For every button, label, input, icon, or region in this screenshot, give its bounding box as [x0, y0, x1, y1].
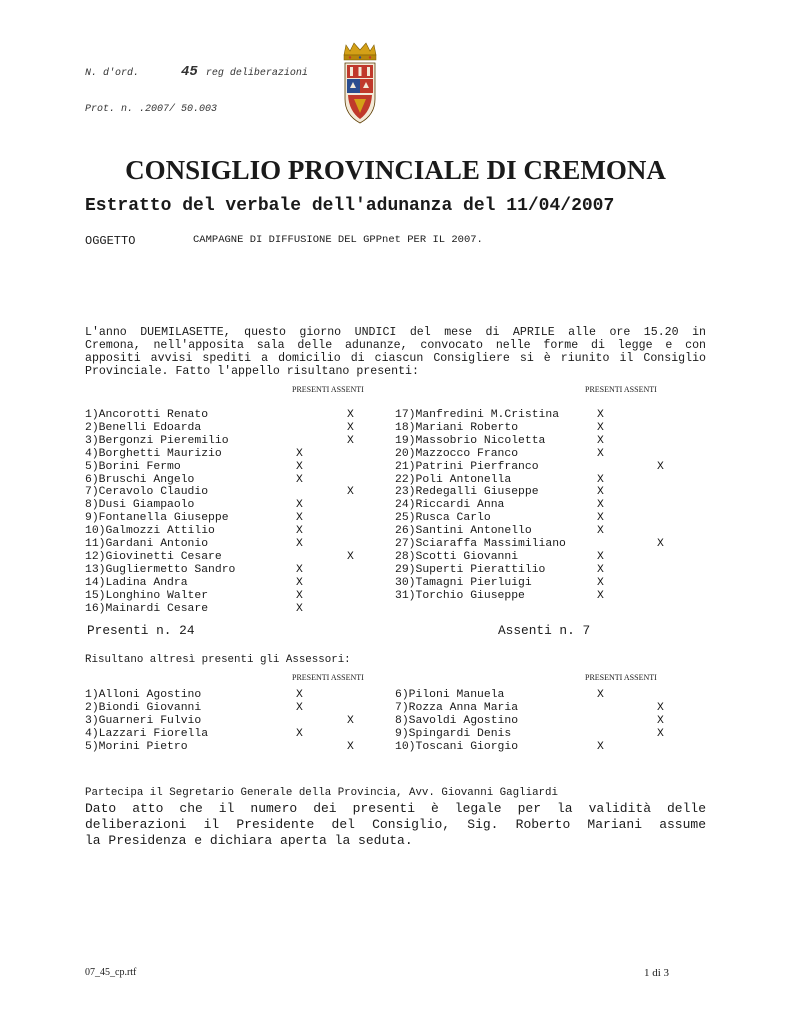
presence-mark: X: [296, 702, 303, 714]
councillor-row: 29)Superti Pierattilio: [395, 563, 546, 576]
closing-line: Dato atto che il numero dei presenti è legale per la validità delle: [85, 801, 706, 816]
intro-line: Cremona, nell'apposita sala delle adunanze, convocato nelle forme di legge e con: [85, 339, 706, 352]
councillor-row: 16)Mainardi Cesare: [85, 602, 209, 615]
assessore-row: 1)Alloni Agostino: [85, 689, 202, 701]
assessore-row: 6)Piloni Manuela: [395, 689, 505, 701]
councillor-row: 23)Redegalli Giuseppe: [395, 486, 539, 499]
councillor-row: 1)Ancorotti Renato: [85, 409, 209, 421]
page-subtitle: Estratto del verbale dell'adunanza del 11/04/2007: [85, 196, 615, 216]
absence-mark: X: [347, 486, 354, 499]
footer-page-number: 1 di 3: [644, 967, 670, 979]
assessori-column-header-right: PRESENTI ASSENTI: [585, 673, 657, 682]
column-header-left: PRESENTI ASSENTI: [292, 385, 364, 394]
assessore-row: 4)Lazzari Fiorella: [85, 728, 209, 740]
presence-mark: X: [597, 421, 604, 434]
presence-mark: X: [597, 576, 604, 589]
councillor-row: 28)Scotti Giovanni: [395, 550, 519, 563]
councillor-row: 9)Fontanella Giuseppe: [85, 512, 229, 525]
councillor-row: 18)Mariani Roberto: [395, 421, 519, 434]
presence-mark: X: [296, 512, 303, 525]
ordinal-number: 45: [181, 64, 198, 80]
councillor-row: 2)Benelli Edoarda: [85, 421, 202, 434]
presence-mark: X: [296, 602, 303, 615]
presence-mark: X: [597, 473, 604, 486]
councillor-row: 5)Borini Fermo: [85, 460, 181, 473]
protocol-number: Prot. n. .2007/ 50.003: [85, 104, 218, 115]
presence-mark: X: [296, 589, 303, 602]
councillor-row: 10)Galmozzi Attilio: [85, 525, 215, 538]
closing-paragraph: [85, 801, 706, 849]
councillor-row: 26)Santini Antonello: [395, 525, 532, 538]
presence-mark: X: [296, 525, 303, 538]
ordinal-line: [85, 64, 308, 80]
councillor-row: 8)Dusi Giampaolo: [85, 499, 195, 512]
presence-mark: X: [597, 689, 604, 701]
councillor-row: 20)Mazzocco Franco: [395, 447, 519, 460]
absence-mark: X: [657, 538, 664, 550]
subject-text: CAMPAGNE DI DIFFUSIONE DEL GPPnet PER IL 2007.: [193, 234, 483, 246]
presenti-total: Presenti n. 24: [87, 623, 195, 638]
presence-mark: X: [296, 563, 303, 576]
intro-line: appositi avvisi spediti a domicilio di ciascun Consigliere si è riunito il Consiglio: [85, 352, 706, 365]
councillor-row: 30)Tamagni Pierluigi: [395, 576, 532, 589]
presence-mark: X: [296, 576, 303, 589]
assessore-row: 9)Spingardi Denis: [395, 728, 512, 740]
presence-mark: X: [296, 447, 303, 460]
councillor-row: 13)Gugliermetto Sandro: [85, 563, 236, 576]
assessore-row: 8)Savoldi Agostino: [395, 715, 519, 727]
presence-mark: X: [597, 499, 604, 512]
closing-line: la Presidenza e dichiara aperta la seduta.: [85, 833, 413, 848]
councillor-row: 31)Torchio Giuseppe: [395, 589, 525, 602]
presence-mark: X: [597, 741, 604, 753]
assenti-total: Assenti n. 7: [498, 623, 591, 638]
assessore-row: 2)Biondi Giovanni: [85, 702, 202, 714]
intro-paragraph: [85, 326, 706, 378]
absence-mark: X: [657, 702, 664, 714]
province-crest-icon: [340, 41, 380, 125]
councillor-row: 17)Manfredini M.Cristina: [395, 409, 560, 421]
presence-mark: X: [597, 486, 604, 499]
councillor-row: 14)Ladina Andra: [85, 576, 188, 589]
presence-mark: X: [296, 473, 303, 486]
assessore-row: 5)Morini Pietro: [85, 741, 188, 753]
presence-mark: X: [597, 447, 604, 460]
presence-mark: X: [296, 728, 303, 740]
presence-mark: X: [296, 460, 303, 473]
page-title: CONSIGLIO PROVINCIALE DI CREMONA: [125, 155, 666, 185]
assessore-row: 7)Rozza Anna Maria: [395, 702, 519, 714]
ordinal-label: N. d'ord.: [85, 68, 140, 79]
absence-mark: X: [657, 728, 664, 740]
presence-mark: X: [597, 550, 604, 563]
absence-mark: X: [347, 550, 354, 563]
footer-filename: 07_45_cp.rtf: [85, 967, 137, 978]
absence-mark: X: [657, 715, 664, 727]
absence-mark: X: [347, 741, 354, 753]
subject-label: OGGETTO: [85, 234, 136, 248]
presence-mark: X: [597, 589, 604, 602]
councillor-row: 7)Ceravolo Claudio: [85, 486, 209, 499]
councillor-row: 27)Sciaraffa Massimiliano: [395, 538, 566, 550]
councillor-row: 6)Bruschi Angelo: [85, 473, 195, 486]
assessore-row: 10)Toscani Giorgio: [395, 741, 519, 753]
presence-mark: X: [296, 538, 303, 550]
councillor-row: 25)Rusca Carlo: [395, 512, 491, 525]
presence-mark: X: [296, 499, 303, 512]
closing-line: deliberazioni il Presidente del Consiglio, Sig. Roberto Mariani assume: [85, 817, 706, 832]
presence-mark: X: [597, 434, 604, 447]
councillor-row: 11)Gardani Antonio: [85, 538, 209, 550]
absence-mark: X: [347, 409, 354, 421]
councillor-row: 19)Massobrio Nicoletta: [395, 434, 546, 447]
segretario-line: Partecipa il Segretario Generale della Provincia, Avv. Giovanni Gagliardi: [85, 787, 558, 799]
presence-mark: X: [597, 409, 604, 421]
absence-mark: X: [347, 421, 354, 434]
assessori-intro: Risultano altresì presenti gli Assessori:: [85, 654, 351, 666]
intro-line: L'anno DUEMILASETTE, questo giorno UNDICI del mese di APRILE alle ore 15.20 in: [85, 326, 706, 339]
absence-mark: X: [347, 434, 354, 447]
councillor-row: 24)Riccardi Anna: [395, 499, 505, 512]
councillor-row: 15)Longhino Walter: [85, 589, 209, 602]
councillor-row: 22)Poli Antonella: [395, 473, 512, 486]
presence-mark: X: [597, 563, 604, 576]
column-header-right: PRESENTI ASSENTI: [585, 385, 657, 394]
councillor-row: 12)Giovinetti Cesare: [85, 550, 222, 563]
assessori-column-header-left: PRESENTI ASSENTI: [292, 673, 364, 682]
presence-mark: X: [597, 512, 604, 525]
councillor-row: 21)Patrini Pierfranco: [395, 460, 539, 473]
intro-line: Provinciale. Fatto l'appello risultano presenti:: [85, 365, 419, 378]
assessore-row: 3)Guarneri Fulvio: [85, 715, 202, 727]
absence-mark: X: [657, 460, 664, 473]
presence-mark: X: [296, 689, 303, 701]
councillor-row: 3)Bergonzi Pieremilio: [85, 434, 229, 447]
ordinal-suffix: reg deliberazioni: [205, 68, 308, 79]
councillor-row: 4)Borghetti Maurizio: [85, 447, 222, 460]
absence-mark: X: [347, 715, 354, 727]
presence-mark: X: [597, 525, 604, 538]
